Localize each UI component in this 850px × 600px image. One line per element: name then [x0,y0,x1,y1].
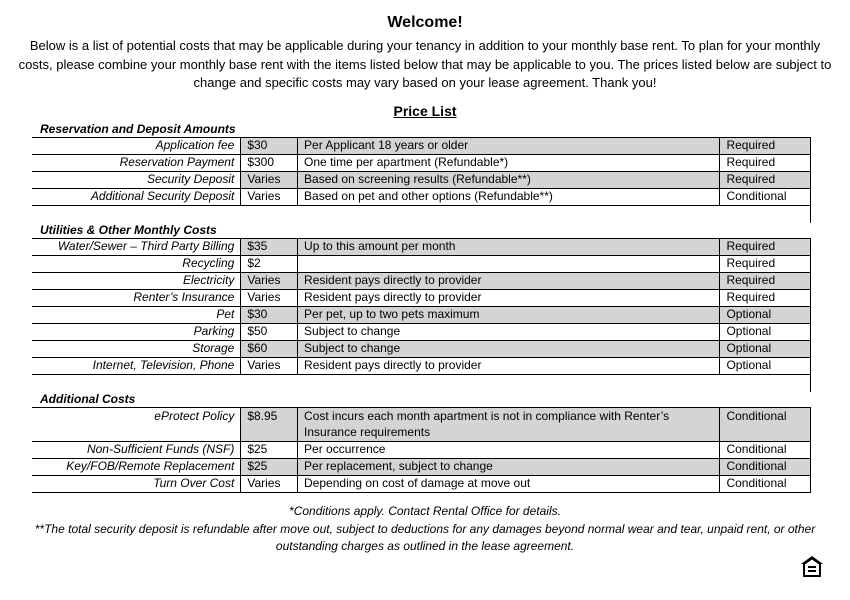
table-row [32,239,811,256]
table-row [32,138,811,155]
equal-housing-opportunity-icon [800,555,824,579]
item-status: Conditional [720,408,811,442]
table-row [32,290,811,307]
table-row [32,189,811,206]
item-name: Additional Security Deposit [32,189,241,206]
table-row [32,273,811,290]
section-heading: Additional Costs [32,392,811,408]
item-name: eProtect Policy [32,408,241,442]
item-status: Required [720,256,811,273]
item-price: $300 [241,155,298,172]
item-status: Conditional [720,442,811,459]
item-description: Subject to change [298,324,720,341]
item-description: Depending on cost of damage at move out [298,476,720,493]
section-heading-row [32,122,811,138]
spacer-cell [32,206,241,224]
item-description: One time per apartment (Refundable*) [298,155,720,172]
item-price: $30 [241,307,298,324]
item-status: Required [720,273,811,290]
item-price: $25 [241,459,298,476]
item-price: Varies [241,273,298,290]
page-title: Welcome! [387,14,463,31]
item-name: Turn Over Cost [32,476,241,493]
item-status: Required [720,172,811,189]
table-row [32,442,811,459]
table-row [32,324,811,341]
item-description: Resident pays directly to provider [298,273,720,290]
item-description: Based on screening results (Refundable**) [298,172,720,189]
footnote-conditions: *Conditions apply. Contact Rental Office for details. [289,504,561,518]
table-row [32,459,811,476]
item-name: Renter’s Insurance [32,290,241,307]
item-name: Reservation Payment [32,155,241,172]
item-status: Optional [720,307,811,324]
item-name: Water/Sewer – Third Party Billing [32,239,241,256]
item-status: Conditional [720,189,811,206]
item-name: Application fee [32,138,241,155]
item-name: Security Deposit [32,172,241,189]
item-description: Resident pays directly to provider [298,358,720,375]
intro-paragraph: Below is a list of potential costs that may be applicable during your tenancy in addition to your monthly base rent. To plan for your monthly costs, please combine your monthly base rent with the items listed below that may be applicable to you. The prices listed below are subject to change and specific costs may vary based on your lease agreement. Thank you! [18,38,832,90]
item-status: Required [720,155,811,172]
item-name: Storage [32,341,241,358]
table-row [32,341,811,358]
item-status: Optional [720,358,811,375]
item-status: Required [720,290,811,307]
item-price: $35 [241,239,298,256]
item-description: Cost incurs each month apartment is not in compliance with Renter’s Insurance requirements [298,408,720,442]
item-name: Internet, Television, Phone [32,358,241,375]
item-price: $8.95 [241,408,298,442]
table-row [32,256,811,273]
item-description: Based on pet and other options (Refundable**) [298,189,720,206]
item-price: Varies [241,358,298,375]
item-name: Pet [32,307,241,324]
item-description: Up to this amount per month [298,239,720,256]
spacer-cell [241,206,811,224]
item-description: Resident pays directly to provider [298,290,720,307]
item-description: Per pet, up to two pets maximum [298,307,720,324]
item-price: $25 [241,442,298,459]
item-description: Per Applicant 18 years or older [298,138,720,155]
item-description [298,256,720,273]
table-row [32,155,811,172]
item-status: Optional [720,341,811,358]
item-name: Recycling [32,256,241,273]
item-status: Conditional [720,459,811,476]
table-row [32,476,811,493]
table-row [32,172,811,189]
section-spacer [32,375,811,393]
item-description: Per occurrence [298,442,720,459]
item-price: $60 [241,341,298,358]
item-status: Conditional [720,476,811,493]
item-status: Optional [720,324,811,341]
item-price: Varies [241,290,298,307]
table-row [32,408,811,442]
item-name: Parking [32,324,241,341]
item-name: Key/FOB/Remote Replacement [32,459,241,476]
item-price: Varies [241,189,298,206]
section-heading-row [32,392,811,408]
section-heading-row [32,223,811,239]
spacer-cell [32,375,241,393]
item-description: Subject to change [298,341,720,358]
item-description: Per replacement, subject to change [298,459,720,476]
item-price: $2 [241,256,298,273]
item-price: Varies [241,172,298,189]
table-row [32,358,811,375]
section-heading: Utilities & Other Monthly Costs [32,223,811,239]
price-table [32,122,811,493]
item-status: Required [720,138,811,155]
item-name: Electricity [32,273,241,290]
price-list-title: Price List [393,103,457,119]
table-row [32,307,811,324]
item-name: Non-Sufficient Funds (NSF) [32,442,241,459]
section-heading: Reservation and Deposit Amounts [32,122,811,138]
footnote-security-deposit: **The total security deposit is refundable after move out, subject to deductions for any damages beyond normal wear and tear, unpaid rent, or other outstanding charges as outlined in the lease agreement. [34,521,816,553]
section-spacer [32,206,811,224]
item-status: Required [720,239,811,256]
item-price: $30 [241,138,298,155]
item-price: Varies [241,476,298,493]
footnotes [30,503,820,556]
item-price: $50 [241,324,298,341]
spacer-cell [241,375,811,393]
